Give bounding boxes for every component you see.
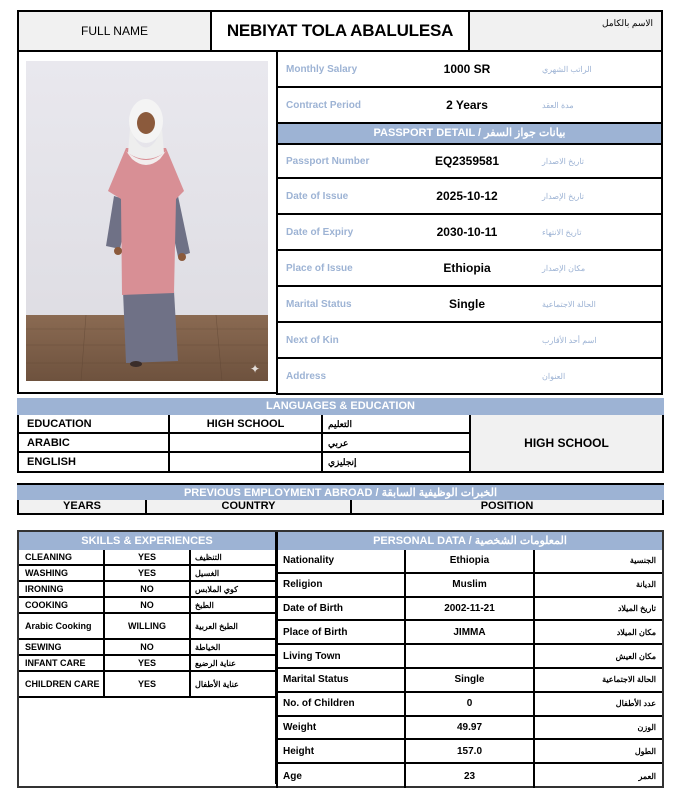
- contract-passport-info: [276, 52, 663, 395]
- age-label-ar: العمر: [638, 771, 656, 781]
- contract-period-label: Contract Period: [286, 99, 362, 111]
- skill-value: YES: [105, 550, 191, 564]
- height-label: Height: [278, 740, 406, 762]
- skill-value: YES: [105, 656, 191, 670]
- passport-number-value: EQ2359581: [434, 154, 500, 168]
- candidate-photo: [26, 61, 268, 381]
- date-of-birth-label-ar: تاريخ الميلاد: [617, 603, 656, 613]
- info-row-monthly-salary: [276, 52, 663, 88]
- religion-value: Muslim: [406, 574, 535, 596]
- lang-row-english: [19, 453, 469, 472]
- lang-row-arabic: [19, 434, 469, 453]
- place-of-birth-value: JIMMA: [406, 621, 535, 643]
- skill-name: Arabic Cooking: [19, 614, 105, 638]
- education-label: EDUCATION: [19, 415, 170, 432]
- place-of-birth-label: Place of Birth: [278, 621, 406, 643]
- languages-education-table: [17, 415, 664, 473]
- date-of-birth-value: 2002-11-21: [406, 598, 535, 620]
- date-of-issue-label-ar: تاريخ الإصدار: [542, 191, 585, 201]
- skill-row: [19, 582, 277, 598]
- svg-text:✦: ✦: [250, 362, 261, 376]
- living-town-label: Living Town: [278, 645, 406, 667]
- skills-empty-area: [19, 698, 277, 784]
- skill-name-ar: عناية الرضيع: [195, 658, 236, 668]
- skill-row: [19, 614, 277, 640]
- living-town-label-ar: مكان العيش: [615, 651, 656, 661]
- weight-value: 49.97: [406, 717, 535, 739]
- education-value: HIGH SCHOOL: [170, 415, 323, 432]
- info-row-passport-number: [276, 143, 663, 179]
- place-of-issue-label: Place of Issue: [286, 262, 353, 274]
- arabic-label-ar: عربي: [328, 438, 349, 448]
- monthly-salary-label: Monthly Salary: [286, 63, 358, 75]
- address-label-ar: العنوان: [542, 371, 566, 381]
- english-value: [170, 453, 323, 472]
- living-town-value: [406, 645, 535, 667]
- column-years: YEARS: [19, 500, 147, 513]
- date-of-issue-label: Date of Issue: [286, 190, 349, 202]
- next-of-kin-label-ar: اسم أحد الأقارب: [542, 335, 597, 345]
- arabic-value: [170, 434, 323, 451]
- education-label-ar: التعليم: [328, 419, 352, 429]
- marital-status-label-ar: الحالة الاجتماعية: [542, 299, 596, 309]
- info-row-next-of-kin: [276, 323, 663, 359]
- marital-status-value: Single: [406, 669, 535, 691]
- weight-label-ar: الوزن: [637, 722, 656, 732]
- education-summary: HIGH SCHOOL: [471, 415, 662, 471]
- info-row-date-of-expiry: [276, 215, 663, 251]
- skill-value: NO: [105, 640, 191, 654]
- personal-data-table: [276, 530, 664, 788]
- marital-status-label: Marital Status: [278, 669, 406, 691]
- skill-name-ar: الخياطة: [195, 642, 221, 652]
- passport-number-label: Passport Number: [286, 155, 370, 167]
- lang-row-education: [19, 415, 469, 434]
- monthly-salary-label-ar: الراتب الشهري: [542, 64, 592, 74]
- children-value: 0: [406, 693, 535, 715]
- skill-name-ar: عناية الأطفال: [195, 679, 239, 689]
- personal-row-nationality: [276, 550, 662, 574]
- skill-row: [19, 656, 277, 672]
- place-of-issue-label-ar: مكان الإصدار: [542, 263, 586, 273]
- date-of-birth-label: Date of Birth: [278, 598, 406, 620]
- personal-row-height: [276, 740, 662, 764]
- full-name-value: NEBIYAT TOLA ABALULESA: [212, 12, 470, 50]
- skill-name: SEWING: [19, 640, 105, 654]
- skill-row: [19, 672, 277, 698]
- skill-name: IRONING: [19, 582, 105, 596]
- children-label-ar: عدد الأطفال: [615, 699, 656, 709]
- skill-row: [19, 640, 277, 656]
- height-value: 157.0: [406, 740, 535, 762]
- skills-header: SKILLS & EXPERIENCES: [19, 532, 277, 550]
- personal-row-children: [276, 693, 662, 717]
- skill-row: [19, 598, 277, 614]
- contract-period-value: 2 Years: [446, 98, 488, 112]
- skill-name: COOKING: [19, 598, 105, 612]
- column-country: COUNTRY: [147, 500, 352, 513]
- skill-row: [19, 566, 277, 582]
- date-of-expiry-label-ar: تاريخ الانتهاء: [542, 227, 582, 237]
- age-label: Age: [278, 764, 406, 788]
- info-row-address: [276, 359, 663, 395]
- skill-name: CHILDREN CARE: [19, 672, 105, 696]
- info-row-marital-status: [276, 287, 663, 323]
- english-label-ar: إنجليزي: [328, 457, 357, 467]
- date-of-issue-value: 2025-10-12: [436, 189, 498, 203]
- marital-status-label: Marital Status: [286, 298, 352, 310]
- previous-employment-header: PREVIOUS EMPLOYMENT ABROAD / الخبرات الوظيفية السابقة: [17, 483, 664, 500]
- place-of-issue-value: Ethiopia: [443, 261, 491, 275]
- passport-detail-header: PASSPORT DETAIL / بيانات جواز السفر: [276, 124, 663, 143]
- religion-label-ar: الديانة: [635, 580, 656, 590]
- personal-row-living-town: [276, 645, 662, 669]
- skill-name-ar: الطبخ: [195, 600, 214, 610]
- personal-data-header: PERSONAL DATA / المعلومات الشخصية: [276, 532, 662, 550]
- skill-value: NO: [105, 582, 191, 596]
- address-label: Address: [286, 370, 327, 382]
- nationality-value: Ethiopia: [406, 550, 535, 572]
- skill-name-ar: التنظيف: [195, 552, 222, 562]
- column-position: POSITION: [480, 500, 534, 512]
- info-row-contract-period: [276, 88, 663, 124]
- place-of-birth-label-ar: مكان الميلاد: [616, 627, 656, 637]
- contract-period-label-ar: مدة العقد: [542, 100, 574, 110]
- full-name-label: FULL NAME: [19, 12, 212, 50]
- skill-name: INFANT CARE: [19, 656, 105, 670]
- skill-name-ar: الطبخ العربية: [195, 621, 238, 631]
- personal-row-weight: [276, 717, 662, 741]
- skill-name-ar: الغسيل: [195, 568, 220, 578]
- weight-label: Weight: [278, 717, 406, 739]
- skill-value: YES: [105, 566, 191, 580]
- skill-name: WASHING: [19, 566, 105, 580]
- marital-status-value: Single: [448, 297, 485, 311]
- full-name-label-ar: الاسم بالكامل: [470, 12, 661, 50]
- passport-number-label-ar: تاريخ الاصدار: [542, 156, 585, 166]
- full-name-row: [17, 10, 663, 52]
- skill-row: [19, 550, 277, 566]
- personal-row-religion: [276, 574, 662, 598]
- height-label-ar: الطول: [634, 746, 656, 756]
- children-label: No. of Children: [278, 693, 406, 715]
- info-row-date-of-issue: [276, 179, 663, 215]
- skill-name: CLEANING: [19, 550, 105, 564]
- personal-row-age: [276, 764, 662, 788]
- next-of-kin-label: Next of Kin: [286, 334, 339, 346]
- personal-row-marital-status: [276, 669, 662, 693]
- skills-experiences-table: [17, 530, 277, 788]
- date-of-expiry-value: 2030-10-11: [436, 225, 498, 239]
- personal-row-date-of-birth: [276, 598, 662, 622]
- monthly-salary-value: 1000 SR: [443, 62, 491, 76]
- languages-education-header: LANGUAGES & EDUCATION: [17, 398, 664, 415]
- nationality-label-ar: الجنسية: [629, 556, 656, 566]
- personal-row-place-of-birth: [276, 621, 662, 645]
- skill-value: NO: [105, 598, 191, 612]
- age-value: 23: [406, 764, 535, 788]
- skill-value: WILLING: [105, 614, 191, 638]
- skill-name-ar: كوي الملابس: [195, 584, 238, 594]
- marital-status-label-ar: الحالة الاجتماعية: [602, 675, 656, 685]
- nationality-label: Nationality: [278, 550, 406, 572]
- date-of-expiry-label: Date of Expiry: [286, 226, 354, 238]
- skill-value: YES: [105, 672, 191, 696]
- previous-employment-columns: [17, 500, 664, 515]
- religion-label: Religion: [278, 574, 406, 596]
- arabic-label: ARABIC: [19, 434, 170, 451]
- info-row-place-of-issue: [276, 251, 663, 287]
- english-label: ENGLISH: [19, 453, 170, 472]
